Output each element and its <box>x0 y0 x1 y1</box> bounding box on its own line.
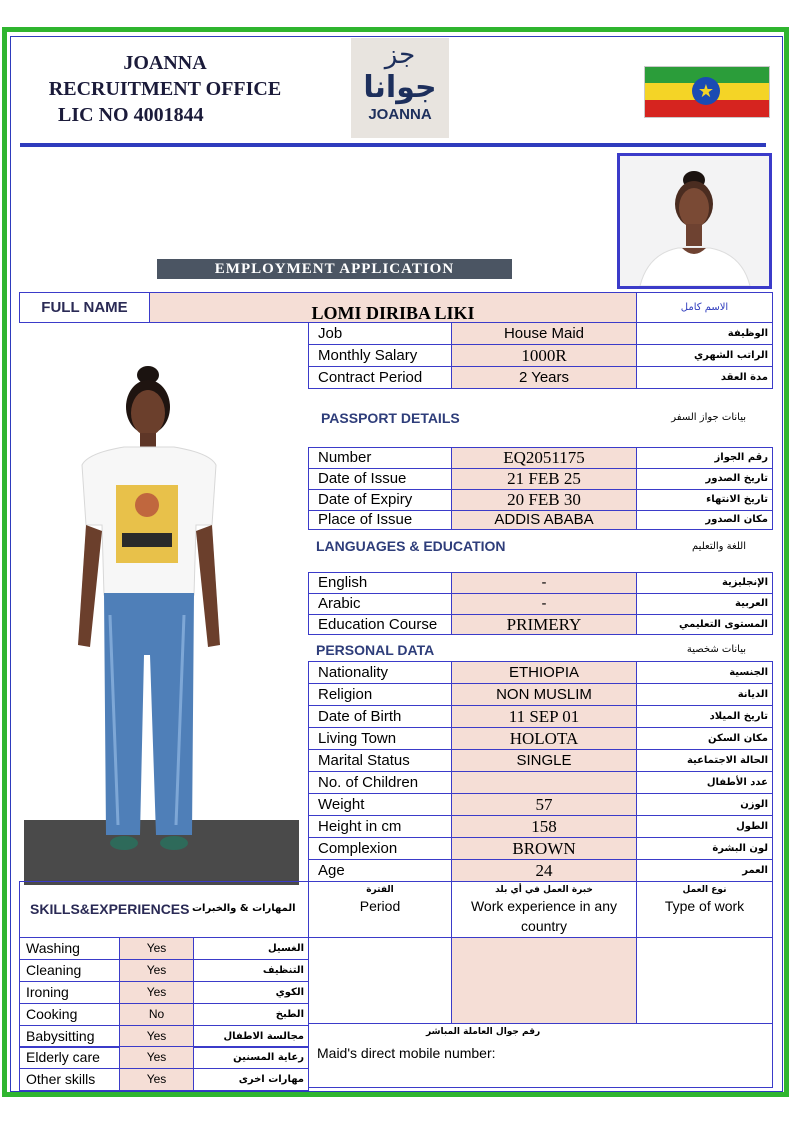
personal-label-4: Marital Status <box>318 752 410 769</box>
skill-value-0-cell <box>119 937 194 960</box>
personal-value-1-cell <box>451 683 637 706</box>
job-label-ar-2-cell <box>636 366 773 389</box>
type-header: Type of work <box>664 898 745 914</box>
full-name-label: FULL NAME <box>41 299 128 316</box>
portrait-figure <box>620 156 769 286</box>
skill-label-ar-6: مهارات اخرى <box>238 1074 304 1085</box>
type-header-ar: نوع العمل <box>682 885 727 895</box>
language-value-1-cell <box>451 593 637 615</box>
job-value-1-cell <box>451 344 637 367</box>
passport-label-ar-0: رقم الجواز <box>714 452 768 463</box>
personal-section-title-ar: بيانات شخصية <box>686 644 746 655</box>
languages-section-title: LANGUAGES & EDUCATION <box>316 538 506 554</box>
personal-value-6-cell <box>451 793 637 816</box>
personal-value-8: BROWN <box>512 839 576 858</box>
personal-label-ar-4: الحالة الاجتماعية <box>686 755 768 766</box>
passport-label-ar-2-cell <box>636 489 773 511</box>
logo-latin: JOANNA <box>368 106 432 123</box>
passport-label-ar-2: تاريخ الانتهاء <box>706 494 768 505</box>
passport-label-0-cell <box>308 447 452 469</box>
language-label-2-cell <box>308 614 452 635</box>
passport-label-1-cell <box>308 468 452 490</box>
full-body-photo <box>24 325 299 885</box>
job-label-0-cell <box>308 322 452 345</box>
job-label-ar-0: الوظيفة <box>727 328 768 339</box>
personal-label-1-cell <box>308 683 452 706</box>
personal-label-ar-2-cell <box>636 705 773 728</box>
personal-label-ar-0: الجنسية <box>729 667 768 678</box>
passport-value-1: 21 FEB 25 <box>507 469 581 488</box>
type-header-cell <box>636 881 773 938</box>
personal-label-ar-6-cell <box>636 793 773 816</box>
period-header-cell <box>308 881 452 938</box>
personal-label-ar-3: مكان السكن <box>708 733 768 744</box>
passport-value-2: 20 FEB 30 <box>507 490 581 509</box>
ethiopia-flag-icon <box>644 66 770 118</box>
flag-emblem-icon: ★ <box>692 77 720 105</box>
personal-label-3: Living Town <box>318 730 397 747</box>
passport-label-ar-3-cell <box>636 510 773 530</box>
personal-label-ar-5-cell <box>636 771 773 794</box>
full-name-ar-cell <box>636 292 773 323</box>
personal-label-3-cell <box>308 727 452 750</box>
personal-label-2-cell <box>308 705 452 728</box>
personal-value-0-cell <box>451 661 637 684</box>
personal-value-3: HOLOTA <box>509 729 579 748</box>
skill-label-2-cell <box>19 981 120 1004</box>
personal-label-0-cell <box>308 661 452 684</box>
skill-label-5-cell <box>19 1046 120 1069</box>
full-name-value-cell <box>149 292 637 323</box>
country-header: Work experience in any country <box>470 898 618 934</box>
skill-label-ar-6-cell <box>193 1068 309 1091</box>
job-label-1: Monthly Salary <box>318 347 418 364</box>
passport-label-1: Date of Issue <box>318 470 407 487</box>
skill-label-1-cell <box>19 959 120 982</box>
skill-label-ar-5: رعاية المسنين <box>233 1052 304 1063</box>
language-value-2-cell <box>451 614 637 635</box>
personal-value-2-cell <box>451 705 637 728</box>
skill-label-3-cell <box>19 1003 120 1026</box>
skill-value-0: Yes <box>146 941 167 955</box>
job-label-0: Job <box>318 325 343 342</box>
language-label-ar-2-cell <box>636 614 773 635</box>
personal-value-9: 24 <box>535 861 553 880</box>
skill-label-ar-2: الكوي <box>275 987 304 998</box>
personal-label-ar-5: عدد الأطفال <box>706 777 768 788</box>
period-header-ar: الفترة <box>366 885 394 895</box>
skill-label-ar-0: الغسيل <box>267 943 304 954</box>
skill-value-2: Yes <box>146 985 167 999</box>
personal-label-ar-2: تاريخ الميلاد <box>709 711 768 722</box>
skill-label-ar-5-cell <box>193 1046 309 1069</box>
language-value-0-cell <box>451 572 637 594</box>
personal-value-6: 57 <box>535 795 553 814</box>
personal-label-ar-1-cell <box>636 683 773 706</box>
personal-label-8: Complexion <box>318 840 398 857</box>
skill-value-2-cell <box>119 981 194 1004</box>
passport-label-ar-1-cell <box>636 468 773 490</box>
personal-label-ar-7-cell <box>636 815 773 838</box>
personal-label-4-cell <box>308 749 452 772</box>
passport-value-0: EQ2051175 <box>503 448 585 467</box>
skill-label-ar-3: الطبخ <box>275 1009 304 1020</box>
passport-label-2: Date of Expiry <box>318 491 413 508</box>
personal-value-8-cell <box>451 837 637 860</box>
personal-value-2: 11 SEP 01 <box>508 707 580 726</box>
skill-label-0-cell <box>19 937 120 960</box>
language-label-ar-0: الإنجليزية <box>721 577 768 588</box>
skill-label-ar-4-cell <box>193 1025 309 1048</box>
passport-label-ar-1: تاريخ الصدور <box>705 473 768 484</box>
skill-label-4-cell <box>19 1025 120 1048</box>
skill-value-6-cell <box>119 1068 194 1091</box>
skill-label-1: Cleaning <box>26 962 82 978</box>
personal-value-7: 158 <box>531 817 557 836</box>
personal-label-ar-7: الطول <box>736 821 768 832</box>
passport-value-2-cell <box>451 489 637 511</box>
skill-label-ar-1: التنظيف <box>262 965 304 976</box>
language-label-ar-0-cell <box>636 572 773 594</box>
personal-value-4-cell <box>451 749 637 772</box>
language-label-0-cell <box>308 572 452 594</box>
language-value-2: PRIMERY <box>506 615 582 634</box>
skill-label-ar-2-cell <box>193 981 309 1004</box>
skill-label-ar-0-cell <box>193 937 309 960</box>
passport-section-title-ar: بيانات جواز السفر <box>671 412 746 423</box>
country-value-cell <box>451 937 637 1024</box>
job-label-ar-0-cell <box>636 322 773 345</box>
job-value-0-cell <box>451 322 637 345</box>
language-label-1: Arabic <box>318 595 361 612</box>
logo-arabic: جوانا <box>363 70 437 105</box>
skill-label-0: Washing <box>26 940 80 956</box>
passport-label-2-cell <box>308 489 452 511</box>
personal-label-8-cell <box>308 837 452 860</box>
portrait-photo <box>617 153 772 289</box>
skill-value-4: Yes <box>146 1029 167 1043</box>
full-name-value: LOMI DIRIBA LIKI <box>311 303 475 323</box>
language-label-0: English <box>318 574 368 591</box>
full-name-label-ar: الاسم كامل <box>680 302 729 313</box>
personal-section-title: PERSONAL DATA <box>316 642 435 658</box>
skill-label-6-cell <box>19 1068 120 1091</box>
type-value-cell <box>636 937 773 1024</box>
skill-label-4: Babysitting <box>26 1028 95 1044</box>
personal-label-5-cell <box>308 771 452 794</box>
passport-label-0: Number <box>318 449 372 466</box>
country-header-cell <box>451 881 637 938</box>
job-label-2: Contract Period <box>318 369 423 386</box>
job-label-ar-1-cell <box>636 344 773 367</box>
skill-value-3: No <box>148 1007 165 1021</box>
logo-mark: جز <box>384 40 416 70</box>
personal-label-ar-0-cell <box>636 661 773 684</box>
passport-label-3-cell <box>308 510 452 530</box>
personal-value-5-cell <box>451 771 637 794</box>
job-label-1-cell <box>308 344 452 367</box>
company-line1: JOANNA <box>123 52 207 74</box>
personal-label-1: Religion <box>318 686 373 703</box>
personal-label-ar-9: العمر <box>742 865 768 876</box>
passport-value-3: ADDIS ABABA <box>494 511 594 528</box>
skill-value-1: Yes <box>146 963 167 977</box>
language-value-1: - <box>541 595 547 612</box>
language-value-0: - <box>541 574 547 591</box>
skill-value-3-cell <box>119 1003 194 1026</box>
skill-label-5: Elderly care <box>26 1049 100 1065</box>
job-label-ar-1: الراتب الشهري <box>694 350 768 361</box>
personal-value-3-cell <box>451 727 637 750</box>
full-name-label-cell <box>19 292 150 323</box>
mobile-label: Maid's direct mobile number: <box>317 1045 496 1061</box>
personal-label-9-cell <box>308 859 452 882</box>
personal-label-ar-4-cell <box>636 749 773 772</box>
personal-label-9: Age <box>318 862 345 879</box>
mobile-number-cell <box>308 1023 773 1088</box>
passport-value-3-cell <box>451 510 637 530</box>
passport-label-ar-3: مكان الصدور <box>705 514 768 525</box>
period-header: Period <box>359 898 401 914</box>
personal-value-4: SINGLE <box>516 752 572 769</box>
skills-title: SKILLS&EXPERIENCES <box>30 901 190 917</box>
job-value-1: 1000R <box>521 346 567 365</box>
personal-label-ar-8: لون البشرة <box>712 843 768 854</box>
period-value-cell <box>308 937 452 1024</box>
skill-label-2: Ironing <box>26 984 69 1000</box>
company-name <box>20 50 310 128</box>
full-body-figure <box>24 325 299 885</box>
job-value-2-cell <box>451 366 637 389</box>
personal-label-6-cell <box>308 793 452 816</box>
language-label-ar-1: العربية <box>735 598 768 609</box>
skill-label-ar-3-cell <box>193 1003 309 1026</box>
passport-value-1-cell <box>451 468 637 490</box>
personal-label-2: Date of Birth <box>318 708 402 725</box>
personal-label-ar-1: الديانة <box>737 689 768 700</box>
mobile-label-ar: رقم جوال العاملة المباشر <box>426 1027 541 1037</box>
personal-label-ar-8-cell <box>636 837 773 860</box>
license-number: LIC NO 4001844 <box>58 104 204 126</box>
passport-section-title: PASSPORT DETAILS <box>321 410 460 426</box>
skills-title-cell <box>19 881 309 938</box>
language-label-ar-2: المستوى التعليمي <box>679 619 768 630</box>
country-header-ar: خبرة العمل في أي بلد <box>495 885 593 895</box>
personal-value-7-cell <box>451 815 637 838</box>
passport-value-0-cell <box>451 447 637 469</box>
skill-value-5: Yes <box>146 1050 167 1064</box>
skill-value-5-cell <box>119 1046 194 1069</box>
job-value-0: House Maid <box>503 325 585 342</box>
languages-section-title-ar: اللغة والتعليم <box>692 541 746 552</box>
skill-label-3: Cooking <box>26 1006 78 1022</box>
job-value-2: 2 Years <box>518 369 570 386</box>
skill-value-6: Yes <box>146 1072 167 1086</box>
company-line2: RECRUITMENT OFFICE <box>48 78 282 100</box>
passport-label-ar-0-cell <box>636 447 773 469</box>
personal-label-ar-3-cell <box>636 727 773 750</box>
skill-label-ar-4: مجالسة الاطفال <box>223 1031 304 1042</box>
personal-value-9-cell <box>451 859 637 882</box>
job-label-ar-2: مدة العقد <box>720 372 768 383</box>
language-label-ar-1-cell <box>636 593 773 615</box>
language-label-2: Education Course <box>318 616 438 633</box>
personal-label-6: Weight <box>318 796 365 813</box>
skills-title-ar: المهارات & والخبرات <box>192 903 296 914</box>
personal-value-0: ETHIOPIA <box>508 664 579 681</box>
language-label-1-cell <box>308 593 452 615</box>
header-divider <box>20 143 766 147</box>
personal-label-ar-6: الوزن <box>740 799 768 810</box>
personal-label-0: Nationality <box>318 664 389 681</box>
job-label-2-cell <box>308 366 452 389</box>
skill-value-1-cell <box>119 959 194 982</box>
passport-label-3: Place of Issue <box>318 511 413 528</box>
company-logo <box>351 38 449 138</box>
skill-label-ar-1-cell <box>193 959 309 982</box>
personal-label-7-cell <box>308 815 452 838</box>
personal-label-5: No. of Children <box>318 774 419 791</box>
skill-label-6: Other skills <box>26 1071 96 1087</box>
personal-label-7: Height in cm <box>318 818 402 835</box>
application-title: EMPLOYMENT APPLICATION <box>157 259 512 279</box>
skill-value-4-cell <box>119 1025 194 1048</box>
personal-label-ar-9-cell <box>636 859 773 882</box>
personal-value-1: NON MUSLIM <box>496 686 592 703</box>
